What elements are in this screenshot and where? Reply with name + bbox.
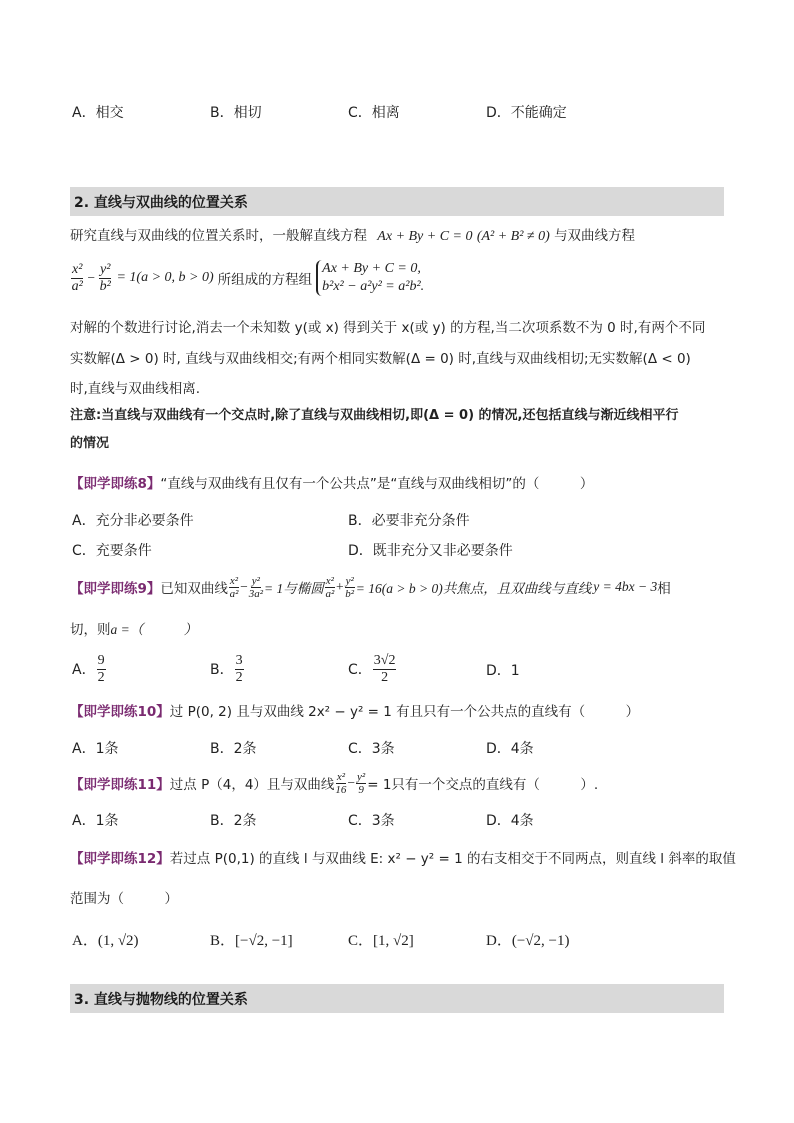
q11-option-c: C．3条 [348, 813, 395, 829]
q12-option-a: A．(1, √2) [72, 933, 139, 949]
q12-line-2: 范围为（ ） [70, 891, 178, 907]
intro-line-3: 对解的个数进行讨论,消去一个未知数 y(或 x) 得到关于 x(或 y) 的方程,当二次项系数不为 0 时,有两个不同 [70, 320, 706, 336]
question-10: 【即学即练10】过 P(0, 2) 且与双曲线 2x² − y² = 1 有且只有一个公共点的直线有（ ） [70, 704, 640, 720]
q12-option-b: B．[−√2, −1] [210, 933, 293, 949]
q12-option-d: D．(−√2, −1) [486, 933, 570, 949]
option-a: A．相交 [72, 105, 124, 121]
option-c: C．相离 [348, 105, 400, 121]
section-title: 2. 直线与双曲线的位置关系 [74, 195, 248, 211]
question-11: 【即学即练11】 过点 P（4，4）且与双曲线 $\frac{\text{x²}}{16}$ − $\frac{\text{y²}}{9}$ = 1只有一个交点的直线有（ ）. [70, 770, 599, 796]
q8-option-a: A．充分非必要条件 [72, 513, 194, 529]
question-8: 【即学即练8】“直线与双曲线有且仅有一个公共点”是“直线与双曲线相切”的（ ） [70, 476, 594, 492]
q12-option-c: C．[1, √2] [348, 933, 414, 949]
section-title: 3. 直线与抛物线的位置关系 [74, 992, 248, 1008]
section-header [70, 187, 724, 216]
q9-line-2: 切，则a =（ ） [70, 622, 198, 638]
fraction: $\frac{\text{y²}}{\text{b²}}$ [345, 574, 355, 600]
question-9: 【即学即练9】 已知双曲线 $\frac{\text{x²}}{\text{a²}}$ − $\frac{\text{y²}}{\text{3a²}}$ = 1与椭圆 $\frac{\text{x²}}{\text{a²}}$ + $\frac{\text{y²}}{\text{b²}}$ = 16(a > b > 0)共焦点，且双曲线与直线 y = 4bx − 3 相 [70, 574, 671, 600]
q8-option-d: D．既非充分又非必要条件 [348, 543, 513, 559]
question-tag: 【即学即练11】 [70, 777, 170, 793]
intro-line-5: 时,直线与双曲线相离. [70, 381, 201, 397]
q9-option-d: D．1 [486, 663, 520, 679]
q10-option-a: A．1条 [72, 741, 119, 757]
question-12: 【即学即练12】若过点 P(0,1) 的直线 l 与双曲线 E: x² − y² = 1 的右支相交于不同两点，则直线 l 斜率的取值 [70, 851, 736, 867]
intro-line-4: 实数解(Δ > 0) 时, 直线与双曲线相交;有两个相同实数解(Δ = 0) 时,直线与双曲线相切;无实数解(Δ < 0) [70, 351, 691, 367]
q11-option-b: B．2条 [210, 813, 257, 829]
note-line-2: 的情况 [70, 436, 110, 451]
q9-option-b: B． $\frac{3}{2}$ [210, 652, 243, 685]
q11-option-d: D．4条 [486, 813, 534, 829]
fraction: $\frac{\text{y²}}{\text{3a²}}$ [248, 574, 264, 600]
fraction: $\frac{\text{x²}}{\text{a²}}$ [229, 574, 239, 600]
question-tag: 【即学即练9】 [70, 581, 161, 597]
option-b: B．相切 [210, 105, 262, 121]
note-line-1: 注意:当直线与双曲线有一个交点时,除了直线与双曲线相切,即(Δ = 0) 的情况,还包括直线与渐近线相平行 [70, 408, 679, 423]
question-tag: 【即学即练8】 [70, 476, 161, 492]
fraction: $\frac{\text{y²}}{\text{b²}}$ [99, 261, 111, 294]
q9-option-a: A． $\frac{9}{2}$ [72, 652, 105, 685]
intro-line-1: 研究直线与双曲线的位置关系时，一般解直线方程 Ax + By + C = 0 (A² + B² ≠ 0) 与双曲线方程 [70, 228, 636, 244]
q9-option-c: C． $\frac{3√2}{2}$ [348, 652, 396, 685]
q8-option-b: B．必要非充分条件 [348, 513, 470, 529]
option-d: D．不能确定 [486, 105, 567, 121]
intro-line-2: $\frac{\text{x²}}{\text{a²}}$ − $\frac{\text{y²}}{\text{b²}}$ = 1(a > 0, b > 0) 所组成的方程组 Ax + By + C = 0, b²x² − a²y² = a²b². [71, 261, 425, 294]
q8-option-c: C．充要条件 [72, 543, 152, 559]
equation-system: Ax + By + C = 0, b²x² − a²y² = a²b². [316, 260, 424, 296]
question-tag: 【即学即练10】 [70, 704, 170, 720]
q10-option-b: B．2条 [210, 741, 257, 757]
section-header [70, 984, 724, 1013]
fraction: $\frac{\text{x²}}{16}$ [335, 770, 347, 796]
q10-option-d: D．4条 [486, 741, 534, 757]
q11-option-a: A．1条 [72, 813, 119, 829]
fraction: $\frac{\text{x²}}{\text{a²}}$ [71, 261, 83, 294]
q10-option-c: C．3条 [348, 741, 395, 757]
fraction: $\frac{\text{x²}}{\text{a²}}$ [325, 574, 335, 600]
question-tag: 【即学即练12】 [70, 851, 170, 867]
fraction: $\frac{\text{y²}}{9}$ [357, 770, 366, 796]
